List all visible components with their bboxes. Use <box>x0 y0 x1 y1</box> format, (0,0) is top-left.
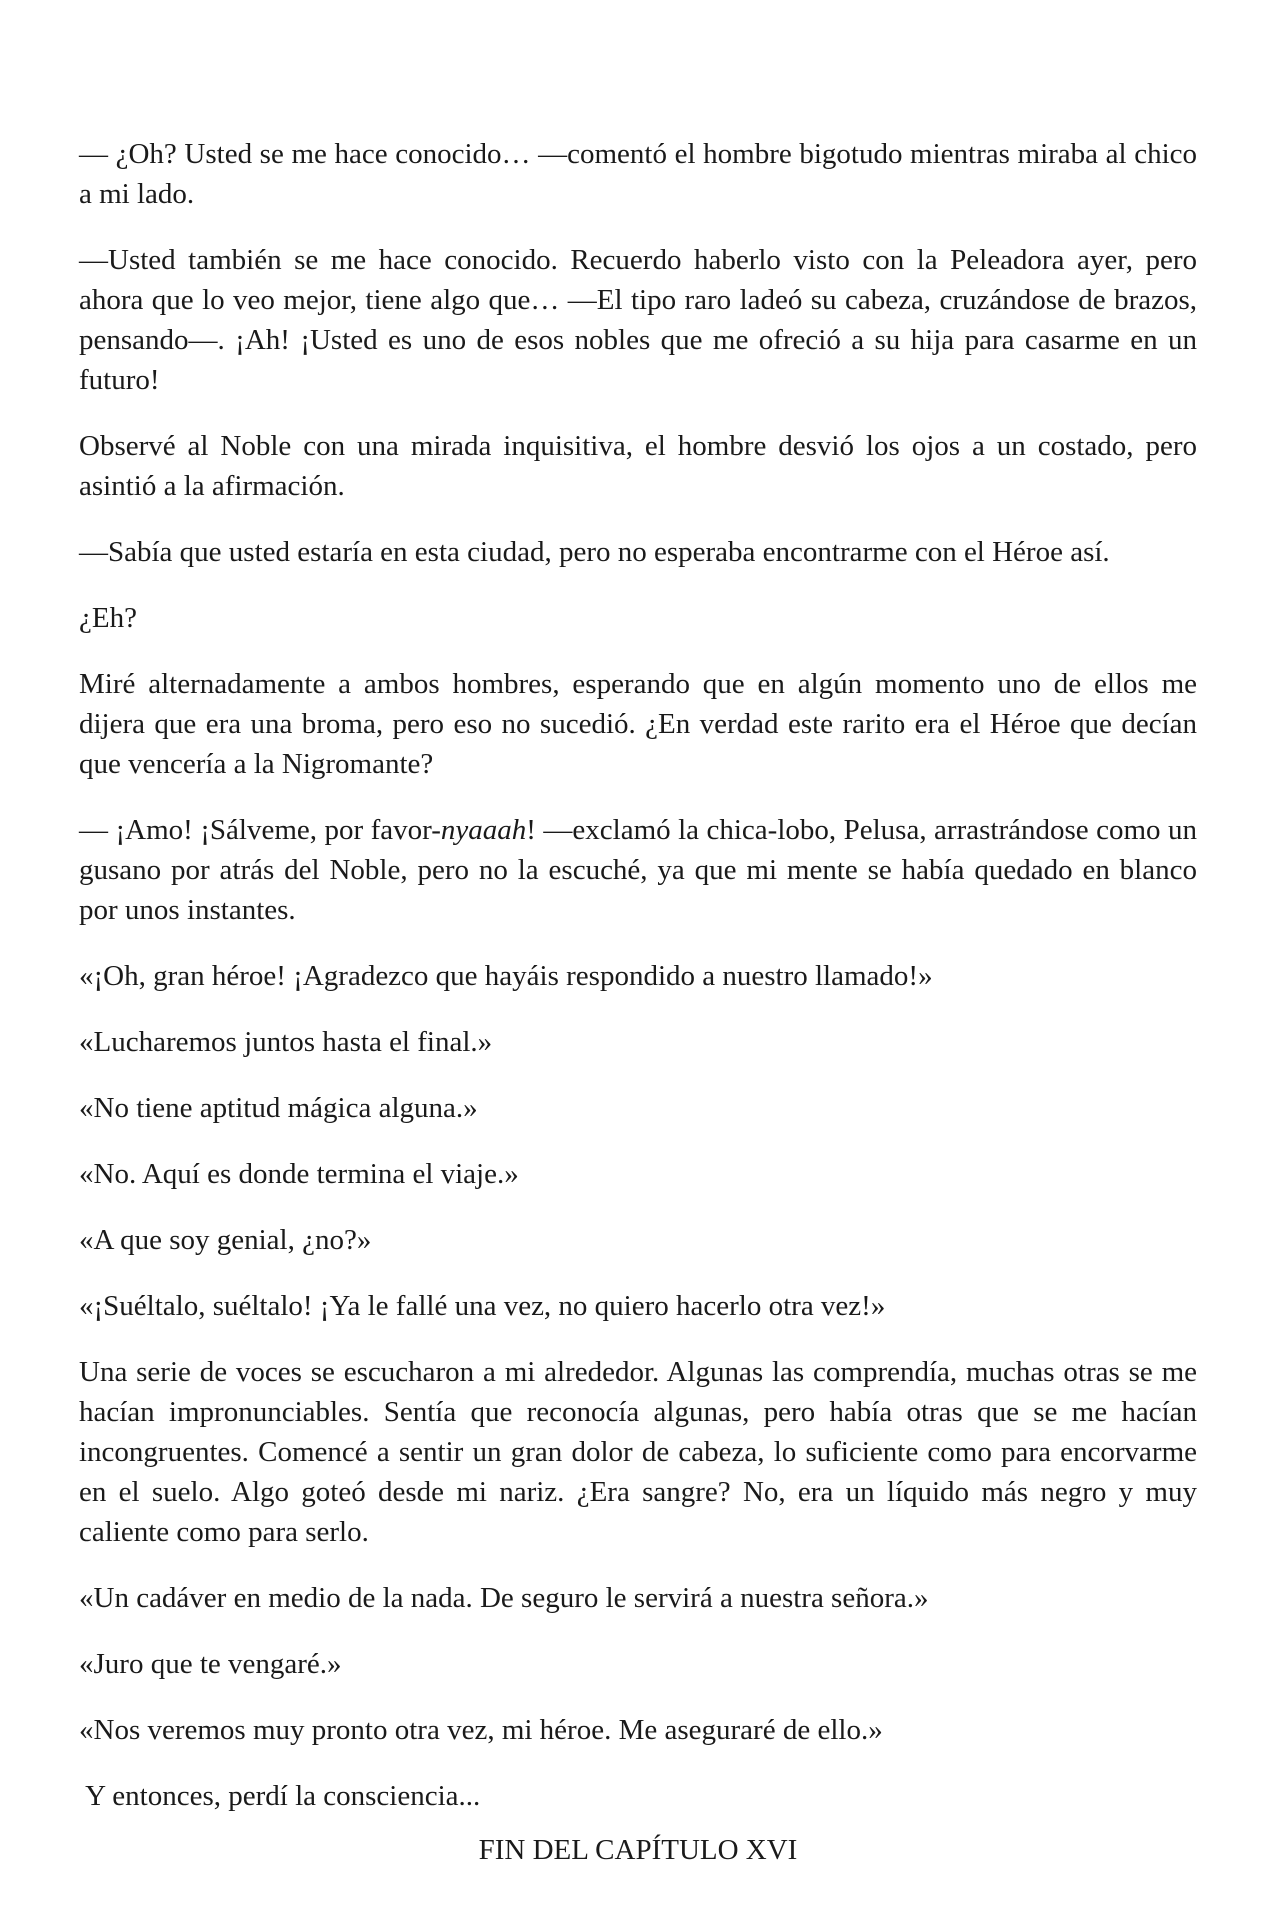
paragraph-5: ¿Eh? <box>79 602 137 634</box>
paragraph-12: «A que soy genial, ¿no?» <box>79 1224 372 1256</box>
paragraph-9: «Lucharemos juntos hasta el final.» <box>79 1026 493 1058</box>
paragraph-7 <box>79 810 1197 930</box>
document-page <box>79 0 1197 1920</box>
paragraph-1: — ¿Oh? Usted se me hace conocido… —comentó el hombre bigotudo mientras miraba al chico a mi lado. <box>79 138 1197 210</box>
paragraph-14: Una serie de voces se escucharon a mi alrededor. Algunas las comprendía, muchas otras se me hacían impronunciables. Sentía que reconocía algunas, pero había otras que se me hacían incongruentes. Comencé a sentir un gran dolor de cabeza, lo suficiente como para encorvarme en el suelo. Algo goteó desde mi nariz. ¿Era sangre? No, era un líquido más negro y muy caliente como para serlo. <box>79 1356 1197 1548</box>
paragraph-3: Observé al Noble con una mirada inquisitiva, el hombre desvió los ojos a un costado, pero asintió a la afirmación. <box>79 430 1197 502</box>
paragraph-16: «Juro que te vengaré.» <box>79 1648 342 1680</box>
paragraph-4: —Sabía que usted estaría en esta ciudad, pero no esperaba encontrarme con el Héroe así. <box>79 536 1110 568</box>
paragraph-8: «¡Oh, gran héroe! ¡Agradezco que hayáis respondido a nuestro llamado!» <box>79 960 933 992</box>
paragraph-7-end: ! —exclamó la chica-lobo, Pelusa, arrastrándose como un gusano por atrás del Noble, pero no la escuché, ya que mi mente se había quedado en blanco por unos instantes. <box>79 814 1197 926</box>
paragraph-11: «No. Aquí es donde termina el viaje.» <box>79 1158 519 1190</box>
chapter-end-title: FIN DEL CAPÍTULO XVI <box>478 1834 798 1866</box>
paragraph-13: «¡Suéltalo, suéltalo! ¡Ya le fallé una vez, no quiero hacerlo otra vez!» <box>79 1290 886 1322</box>
paragraph-18: Y entonces, perdí la consciencia... <box>79 1780 481 1812</box>
paragraph-2: —Usted también se me hace conocido. Recuerdo haberlo visto con la Peleadora ayer, pero ahora que lo veo mejor, tiene algo que… —El tipo raro ladeó su cabeza, cruzándose de brazos, pensando—. ¡Ah! ¡Usted es uno de esos nobles que me ofreció a su hija para casarme en un futuro! <box>79 244 1197 396</box>
paragraph-10: «No tiene aptitud mágica alguna.» <box>79 1092 478 1124</box>
paragraph-17: «Nos veremos muy pronto otra vez, mi héroe. Me aseguraré de ello.» <box>79 1714 883 1746</box>
paragraph-7-italic: nyaaah <box>440 814 527 846</box>
paragraph-15: «Un cadáver en medio de la nada. De seguro le servirá a nuestra señora.» <box>79 1582 929 1614</box>
paragraph-7-start: — ¡Amo! ¡Sálveme, por favor- <box>79 814 441 846</box>
paragraph-6: Miré alternadamente a ambos hombres, esperando que en algún momento uno de ellos me dijera que era una broma, pero eso no sucedió. ¿En verdad este rarito era el Héroe que decían que vencería a la Nigromante? <box>79 668 1197 780</box>
